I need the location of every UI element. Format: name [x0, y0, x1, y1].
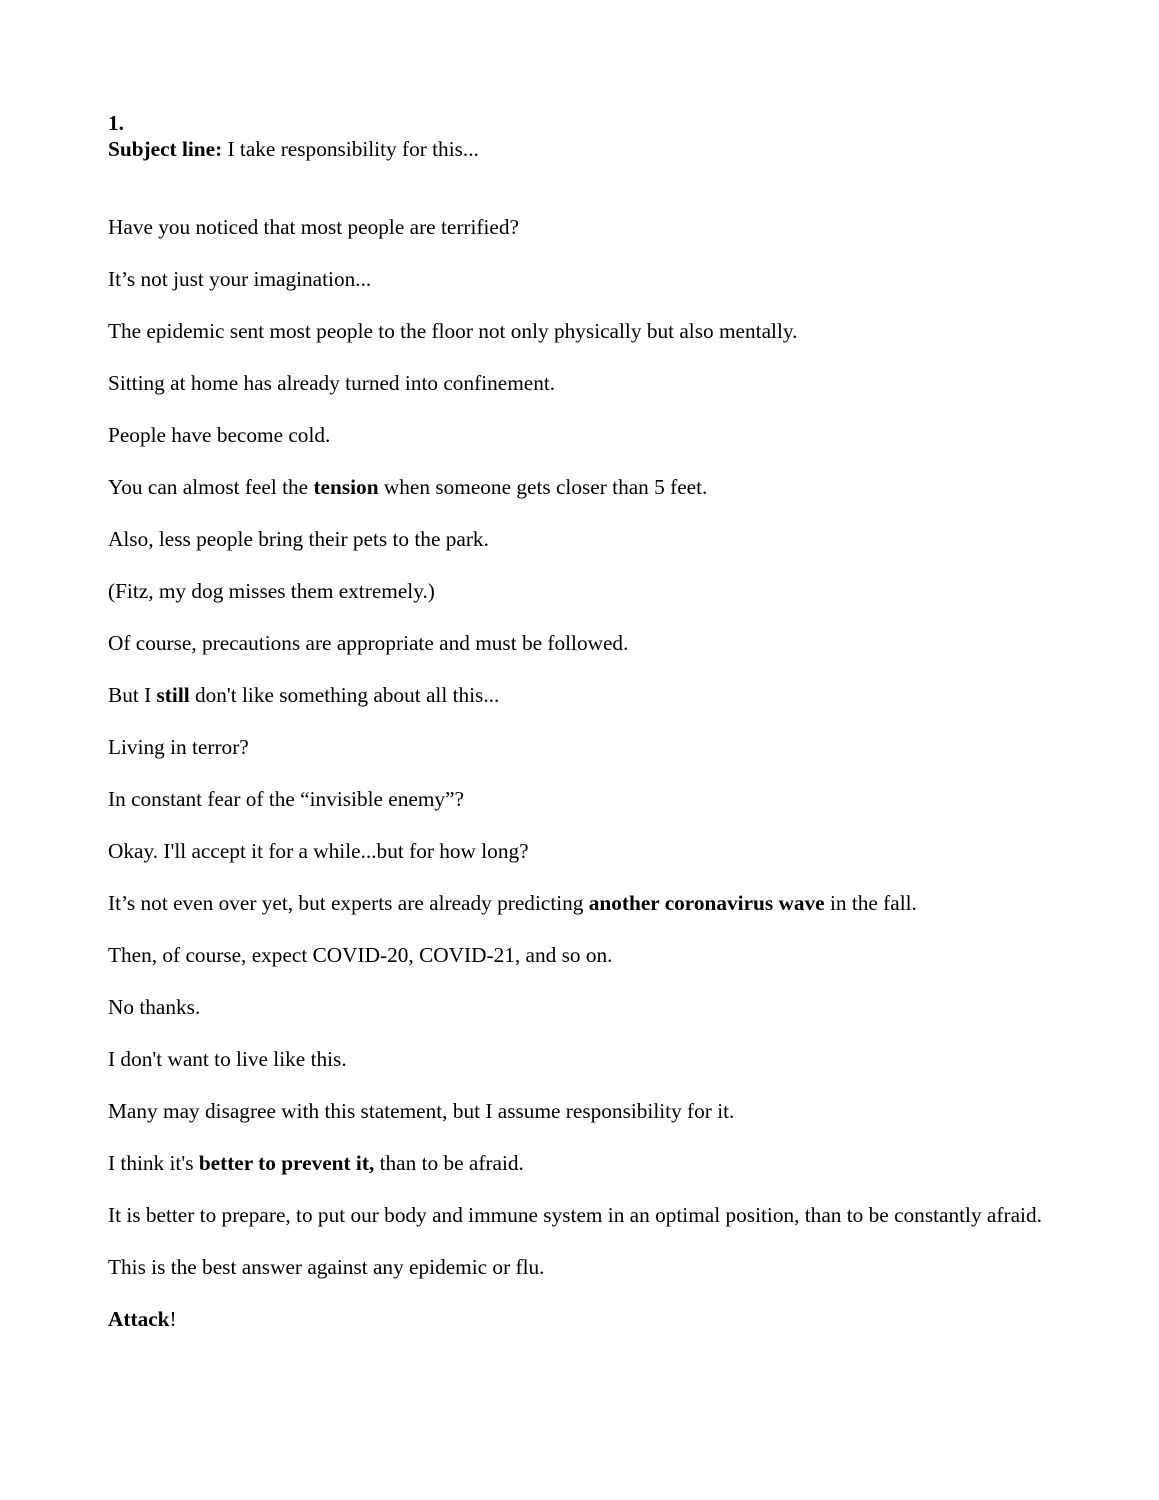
text-run: ! — [169, 1307, 177, 1331]
text-run: No thanks. — [108, 995, 201, 1019]
text-run: Of course, precautions are appropriate and must be followed. — [108, 631, 629, 655]
subject-label: Subject line: — [108, 137, 223, 161]
body-paragraph — [108, 994, 1058, 1020]
body-paragraph — [108, 1098, 1058, 1124]
bold-text: still — [156, 683, 190, 707]
text-run: don't like something about all this... — [189, 683, 500, 707]
text-run: The epidemic sent most people to the floor not only physically but also mentally. — [108, 319, 798, 343]
body-paragraph — [108, 630, 1058, 656]
email-body — [108, 214, 1058, 1332]
section-number: 1. — [108, 111, 124, 135]
bold-text: better to prevent it, — [198, 1151, 375, 1175]
body-paragraph — [108, 1046, 1058, 1072]
text-run: It is better to prepare, to put our body and immune system in an optimal position, than to be constantly afraid. — [108, 1203, 1042, 1227]
body-paragraph — [108, 214, 1058, 240]
subject-line — [108, 136, 1058, 162]
text-run: Sitting at home has already turned into confinement. — [108, 371, 556, 395]
text-run: than to be afraid. — [374, 1151, 524, 1175]
text-run: I think it's — [108, 1151, 199, 1175]
text-run: It’s not just your imagination... — [108, 267, 372, 291]
text-run: In constant fear of the “invisible enemy”? — [108, 787, 464, 811]
text-run: I don't want to live like this. — [108, 1047, 347, 1071]
body-paragraph — [108, 890, 1058, 916]
body-paragraph — [108, 786, 1058, 812]
body-paragraph — [108, 578, 1058, 604]
bold-text: tension — [313, 475, 379, 499]
body-paragraph — [108, 734, 1058, 760]
text-run: Also, less people bring their pets to the park. — [108, 527, 489, 551]
text-run: This is the best answer against any epidemic or flu. — [108, 1255, 545, 1279]
text-run: People have become cold. — [108, 423, 331, 447]
text-run: You can almost feel the — [108, 475, 314, 499]
bold-text: another coronavirus wave — [588, 891, 825, 915]
body-paragraph — [108, 1254, 1058, 1280]
subject-text: I take responsibility for this... — [222, 137, 479, 161]
body-paragraph — [108, 838, 1058, 864]
text-run: Have you noticed that most people are terrified? — [108, 215, 519, 239]
text-run: (Fitz, my dog misses them extremely.) — [108, 579, 435, 603]
text-run: in the fall. — [824, 891, 917, 915]
text-run: Living in terror? — [108, 735, 249, 759]
body-paragraph — [108, 682, 1058, 708]
text-run: Then, of course, expect COVID-20, COVID-21, and so on. — [108, 943, 613, 967]
text-run: Okay. I'll accept it for a while...but for how long? — [108, 839, 529, 863]
body-paragraph — [108, 474, 1058, 500]
document-page — [108, 110, 1058, 1358]
bold-text: Attack — [108, 1307, 170, 1331]
body-paragraph — [108, 318, 1058, 344]
body-paragraph — [108, 1150, 1058, 1176]
text-run: Many may disagree with this statement, but I assume responsibility for it. — [108, 1099, 735, 1123]
text-run: It’s not even over yet, but experts are already predicting — [108, 891, 589, 915]
body-paragraph — [108, 1306, 1058, 1332]
body-paragraph — [108, 942, 1058, 968]
body-paragraph — [108, 266, 1058, 292]
text-run: when someone gets closer than 5 feet. — [378, 475, 708, 499]
body-paragraph — [108, 422, 1058, 448]
body-paragraph — [108, 1202, 1058, 1228]
body-paragraph — [108, 370, 1058, 396]
text-run: But I — [108, 683, 157, 707]
body-paragraph — [108, 526, 1058, 552]
